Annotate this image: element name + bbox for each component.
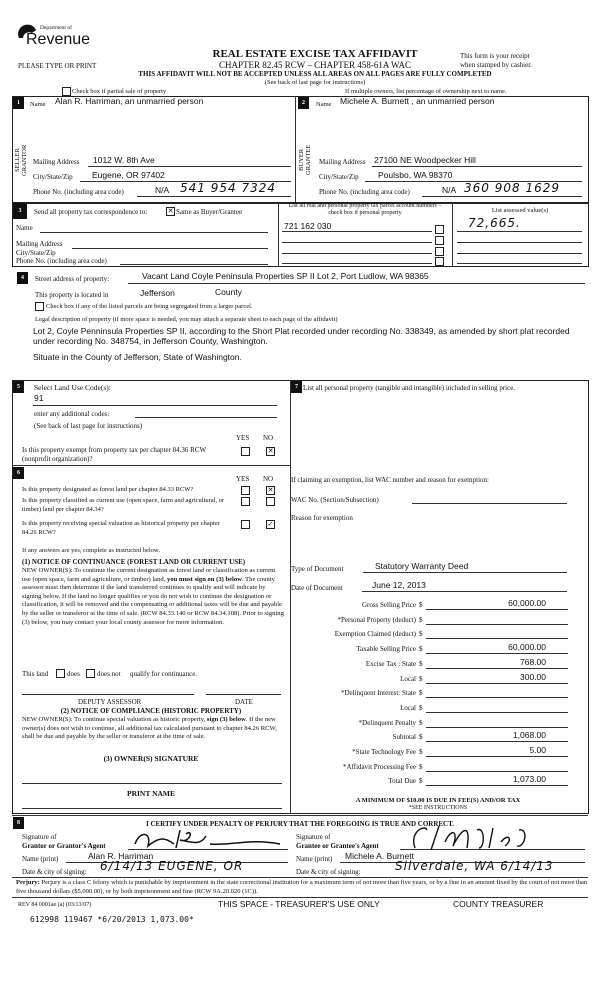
minimum-note: A MINIMUM OF $10.00 IS DUE IN FEE(S) AND/OR TAX [355, 797, 521, 804]
amount-value[interactable]: 60,000.00 [508, 642, 546, 653]
print-name-line[interactable] [22, 808, 282, 809]
partial-sale-checkbox[interactable] [62, 87, 71, 96]
owner-signature-line[interactable] [22, 783, 282, 784]
grantee-date-label: Date & city of signing: [296, 868, 361, 876]
receipt-note-1: This form is your receipt [460, 52, 530, 60]
seller-phone-label: Phone No. (including area code) [33, 188, 124, 196]
dollar-sign: $ [419, 630, 423, 639]
personal-property-checkbox[interactable] [435, 236, 444, 245]
amount-label: *Delinquent Penalty [358, 718, 416, 727]
treasurer-stamp: 612998 119467 *6/20/2013 1,073.00* [30, 915, 194, 924]
seller-name[interactable]: Alan R. Harriman, an unmarried person [55, 96, 204, 106]
historic-question: Is this property receiving special valuation as historical property per chapter 84.26 RCW? [22, 520, 220, 537]
perjury-bold: Perjury: [16, 879, 40, 886]
doc-type[interactable]: Statutory Warranty Deed [375, 561, 469, 571]
does-not-label: does not [97, 670, 121, 678]
seller-phone-typed[interactable]: N/A [155, 185, 170, 195]
seller-city-label: City/State/Zip [33, 173, 73, 181]
amount-label: *Affidavit Processing Fee [343, 762, 416, 771]
seller-address[interactable]: 1012 W. 8th Ave [93, 155, 155, 165]
grantee-signature-label: Signature of [296, 833, 331, 841]
wac-input[interactable] [412, 503, 567, 504]
grantor-name-label: Name (print) [22, 855, 59, 863]
historic-no-checkbox[interactable]: ✓ [267, 520, 274, 528]
buyer-name-label: Name [316, 101, 332, 108]
notice-compliance-text [22, 716, 284, 742]
amount-label: *Personal Property (deduct) [337, 615, 416, 624]
logo-text: Revenue [26, 31, 91, 48]
land-use-code[interactable]: 91 [34, 393, 44, 403]
section-number: 8 [13, 817, 24, 829]
amount-label: Subtotal [392, 733, 416, 742]
dollar-sign: $ [419, 703, 423, 712]
seller-grantor-label: SELLER GRANTOR [14, 144, 28, 176]
dollar-sign: $ [419, 718, 423, 727]
parcel-number[interactable]: 721 162 030 [284, 221, 332, 231]
seller-name-label: Name [30, 101, 46, 108]
grantor-agent-label: Grantor or Grantor's Agent [22, 842, 106, 850]
grantor-signature [130, 826, 290, 852]
amount-value[interactable]: 1,073.00 [512, 774, 546, 785]
doc-type-label: Type of Document [291, 565, 344, 573]
amount-label: Excise Tax : State [365, 659, 416, 668]
dollar-sign: $ [419, 645, 423, 654]
personal-property-checkbox[interactable] [435, 247, 444, 256]
dollar-sign: $ [419, 762, 423, 771]
n2-text-b: . If the new owner(s) does not wish to continue, all additional tax calculated pursuant to chapter 84.26 RCW, shall be due and payable by the seller or transferor at the time of sale. [22, 716, 277, 741]
s3-name-label: Name [16, 224, 33, 232]
s3-phone-label: Phone No. (including area code) [16, 257, 107, 265]
forest-land-question: Is this property designated as forest land per chapter 84.33 RCW? [22, 486, 194, 493]
receipt-note-2: when stamped by cashier. [460, 61, 532, 69]
amount-label: Total Due [388, 777, 416, 786]
if-yes-note: If any answers are yes, complete as instructed below. [22, 547, 160, 554]
no-header: NO [263, 475, 274, 483]
revision-code: REV 84 0001ae (a) (03/13/07) [18, 902, 92, 908]
exempt-yes-checkbox[interactable] [241, 447, 250, 456]
logo-text-small: Department of [40, 25, 72, 31]
treasurer-space-label: THIS SPACE - TREASURER'S USE ONLY [218, 899, 380, 909]
seller-phone-handwritten: 541 954 7324 [180, 181, 276, 195]
section-number: 7 [291, 381, 302, 393]
n1-bold: you must sign on (3) below [167, 575, 242, 583]
n1-text-a: NEW OWNER(S): To continue the current designation as forest land or classification as current use (open space, farm and agriculture, or timber) land, [22, 567, 276, 583]
s3-address-label: Mailing Address [16, 240, 63, 248]
section-number: 4 [17, 272, 28, 284]
segregated-label: Check box if any of the listed parcels are being segregated from a larger parcel. [46, 303, 253, 310]
dollar-sign: $ [419, 659, 423, 668]
form-title: REAL ESTATE EXCISE TAX AFFIDAVIT [212, 48, 418, 60]
please-type: PLEASE TYPE OR PRINT [18, 62, 97, 70]
does-checkbox[interactable] [56, 669, 65, 678]
section-number: 2 [298, 97, 309, 109]
dollar-sign: $ [419, 601, 423, 609]
section-number: 5 [13, 381, 24, 393]
parcel-header: List all real and personal property tax parcel account numbers – check box if personal property [288, 203, 442, 216]
current-use-no-checkbox[interactable] [266, 497, 275, 506]
exempt-no-checkbox[interactable]: ✕ [267, 447, 274, 455]
dollar-sign: $ [419, 615, 423, 624]
current-use-yes-checkbox[interactable] [241, 497, 250, 506]
perjury-notice [16, 879, 588, 896]
amount-value[interactable]: 768.00 [520, 656, 546, 667]
grantee-name-label: Name (print) [296, 855, 333, 863]
additional-codes-label: enter any additional codes: [34, 410, 110, 418]
dollar-sign: $ [419, 689, 423, 698]
no-header: NO [263, 434, 274, 442]
yes-header: YES [236, 475, 250, 483]
n2-text-a: NEW OWNER(S): To continue special valuation as historic property, [22, 716, 207, 723]
s3-city-label: City/State/Zip [16, 249, 56, 257]
perjury-text: Perjury is a class C felony which is punishable by imprisonment in the state correctional institution for a maximum term of not more than five years, or by a fine in an amount fixed by the court of not more than five thousand dollars ($5,000.00), or by both imprisonment and fine (RCW 9A.20.020 (1C)). [16, 879, 588, 895]
grantor-signature-label: Signature of [22, 833, 57, 841]
amount-label: Gross Selling Price [361, 601, 416, 609]
form-subtitle: CHAPTER 82.45 RCW – CHAPTER 458-61A WAC [219, 60, 411, 70]
section-number: 6 [13, 467, 24, 479]
current-use-question: Is this property classified as current use (open space, farm and agricultural, or timber) land per chapter 84.34? [22, 497, 225, 514]
amount-value[interactable]: 60,000.00 [508, 598, 546, 608]
amount-value[interactable]: 300.00 [520, 671, 546, 682]
amount-label: Local [400, 703, 416, 712]
amount-label: Local [400, 674, 416, 683]
amount-label: *State Technology Fee [352, 748, 416, 756]
s5-see-back: (See back of last page for instructions) [34, 422, 143, 430]
dollar-sign: $ [419, 777, 423, 786]
buyer-phone-handwritten: 360 908 1629 [464, 181, 560, 195]
amount-value[interactable]: 5.00 [529, 745, 546, 755]
doc-date-label: Date of Document [291, 584, 343, 592]
legal-description[interactable]: Lot 2, Coyle Penninsula Properties SP II, according to the Short Plat recorded under recording No. 338349, as amended by short plat recorded under recording No. 348754, in Jefferson County, Washington. [33, 326, 570, 346]
forest-yes-checkbox[interactable] [241, 486, 250, 495]
dollar-sign: $ [419, 733, 423, 742]
reason-label: Reason for exemption [291, 514, 353, 522]
amount-value[interactable]: 1,068.00 [512, 730, 546, 741]
grantee-signature [405, 822, 555, 852]
seller-city[interactable]: Eugene, OR 97402 [92, 170, 165, 180]
buyer-phone-label: Phone No. (including area code) [319, 188, 410, 196]
county-treasurer-label: COUNTY TREASURER [453, 899, 544, 909]
amount-label: Taxable Selling Price [356, 645, 416, 654]
notice-compliance-title: (2) NOTICE OF COMPLIANCE (HISTORIC PROPERTY) [60, 707, 242, 715]
same-as-buyer-label: Same as Buyer/Grantee [176, 208, 243, 216]
legal-description-2[interactable]: Situate in the County of Jefferson, State of Washington. [33, 352, 242, 362]
county-label: County [215, 287, 242, 297]
dollar-sign: $ [419, 674, 423, 683]
deputy-assessor-label: DEPUTY ASSESSOR [78, 698, 142, 706]
buyer-city-label: City/State/Zip [319, 173, 359, 181]
n1-text-b: . The county assessor must then determine if the land transferred continues to qualify and will indicate by signing below. If the land no longer qualifies or you do not wish to continue the designation or classification, it will be removed and the compensating or additional taxes will be due and payable by the seller or transferor at the time of sale. (RCW 84.33.140 or RCW 84.34.108). Prior to signing (3) below, you may contact your local county assessor for more information. [22, 575, 284, 626]
partial-sale-label: Check box if partial sale of property [72, 88, 167, 95]
amount-label: Exemption Claimed (deduct) [334, 630, 416, 639]
this-land-label: This land [22, 670, 49, 678]
see-back: (See back of last page for instructions) [264, 79, 366, 86]
exempt-question: Is this property exempt from property tax per chapter 84.36 RCW (nonprofit organization)? [22, 446, 206, 464]
yes-header: YES [236, 434, 250, 442]
personal-property-label: List all personal property (tangible and intangible) included in selling price. [303, 384, 516, 392]
buyer-phone-typed[interactable]: N/A [442, 185, 457, 195]
street-label: Street address of property: [35, 275, 110, 283]
grantor-date-city: 6/14/13 EUGENE, OR [100, 859, 244, 873]
multiple-owners-note: If multiple owners, list percentage of ownership next to name. [345, 88, 507, 95]
same-as-buyer-checkbox[interactable]: ✕ [167, 207, 174, 215]
send-correspondence-label: Send all property tax correspondence to: [34, 208, 148, 216]
segregated-checkbox[interactable] [35, 302, 44, 311]
land-use-label: Select Land Use Code(s): [34, 383, 111, 392]
certify-statement: I CERTIFY UNDER PENALTY OF PERJURY THAT THE FOREGOING IS TRUE AND CORRECT. [145, 820, 454, 828]
buyer-address[interactable]: 27100 NE Woodpecker Hill [374, 155, 476, 165]
historic-yes-checkbox[interactable] [241, 520, 250, 529]
assessed-header: List assessed value(s) [491, 207, 549, 214]
buyer-address-label: Mailing Address [319, 158, 366, 166]
grantee-name[interactable]: Michele A. Burnett [345, 851, 414, 861]
personal-property-checkbox[interactable] [435, 257, 444, 266]
buyer-city[interactable]: Poulsbo, WA 98370 [378, 170, 453, 180]
see-instructions: *SEE INSTRUCTIONS [408, 805, 468, 811]
does-not-checkbox[interactable] [86, 669, 95, 678]
qualify-label: qualify for continuance. [130, 670, 198, 678]
n2-bold: sign (3) below [206, 716, 246, 723]
county-value[interactable]: Jefferson [140, 288, 175, 298]
seller-address-label: Mailing Address [33, 158, 80, 166]
exemption-label: If claiming an exemption, list WAC number and reason for exemption: [291, 476, 489, 484]
wac-label: WAC No. (Section/Subsection) [291, 496, 379, 504]
section-number: 3 [13, 203, 27, 219]
doc-date[interactable]: June 12, 2013 [372, 580, 426, 590]
notice-continuance-title: (1) NOTICE OF CONTINUANCE (FOREST LAND OR CURRENT USE) [22, 558, 246, 566]
located-label: This property is located in [35, 291, 109, 299]
grantee-agent-label: Grantee or Grantee's Agent [296, 842, 379, 850]
notice-continuance-text [22, 567, 284, 627]
buyer-name[interactable]: Michele A. Burnett , an unmarried person [340, 96, 495, 106]
print-name-label: PRINT NAME [127, 789, 175, 798]
grantor-name[interactable]: Alan R. Harriman [88, 851, 154, 861]
grantor-date-label: Date & city of signing: [22, 868, 87, 876]
owner-signature-title: (3) OWNER(S) SIGNATURE [103, 754, 199, 763]
personal-property-checkbox[interactable] [435, 225, 444, 234]
dollar-sign: $ [419, 748, 423, 756]
street-address[interactable]: Vacant Land Coyle Peninsula Properties SP II Lot 2, Port Ludlow, WA 98365 [142, 271, 429, 281]
assessed-value: 72,665. [468, 216, 521, 230]
legal-label: Legal description of property (if more space is needed, you may attach a separate sheet to each page of the affidavit) [35, 316, 338, 323]
section-number: 1 [13, 97, 24, 109]
does-label: does [67, 670, 80, 678]
grantee-date-city: Silverdale, WA 6/14/13 [395, 859, 554, 873]
amount-label: *Delinquent Interest: State [340, 689, 416, 698]
date-label: DATE [235, 698, 253, 706]
form-notice: THIS AFFIDAVIT WILL NOT BE ACCEPTED UNLESS ALL AREAS ON ALL PAGES ARE FULLY COMPLETED [138, 70, 492, 78]
buyer-grantee-label: BUYER GRANTEE [298, 144, 312, 176]
forest-no-checkbox[interactable]: ✕ [267, 486, 274, 494]
